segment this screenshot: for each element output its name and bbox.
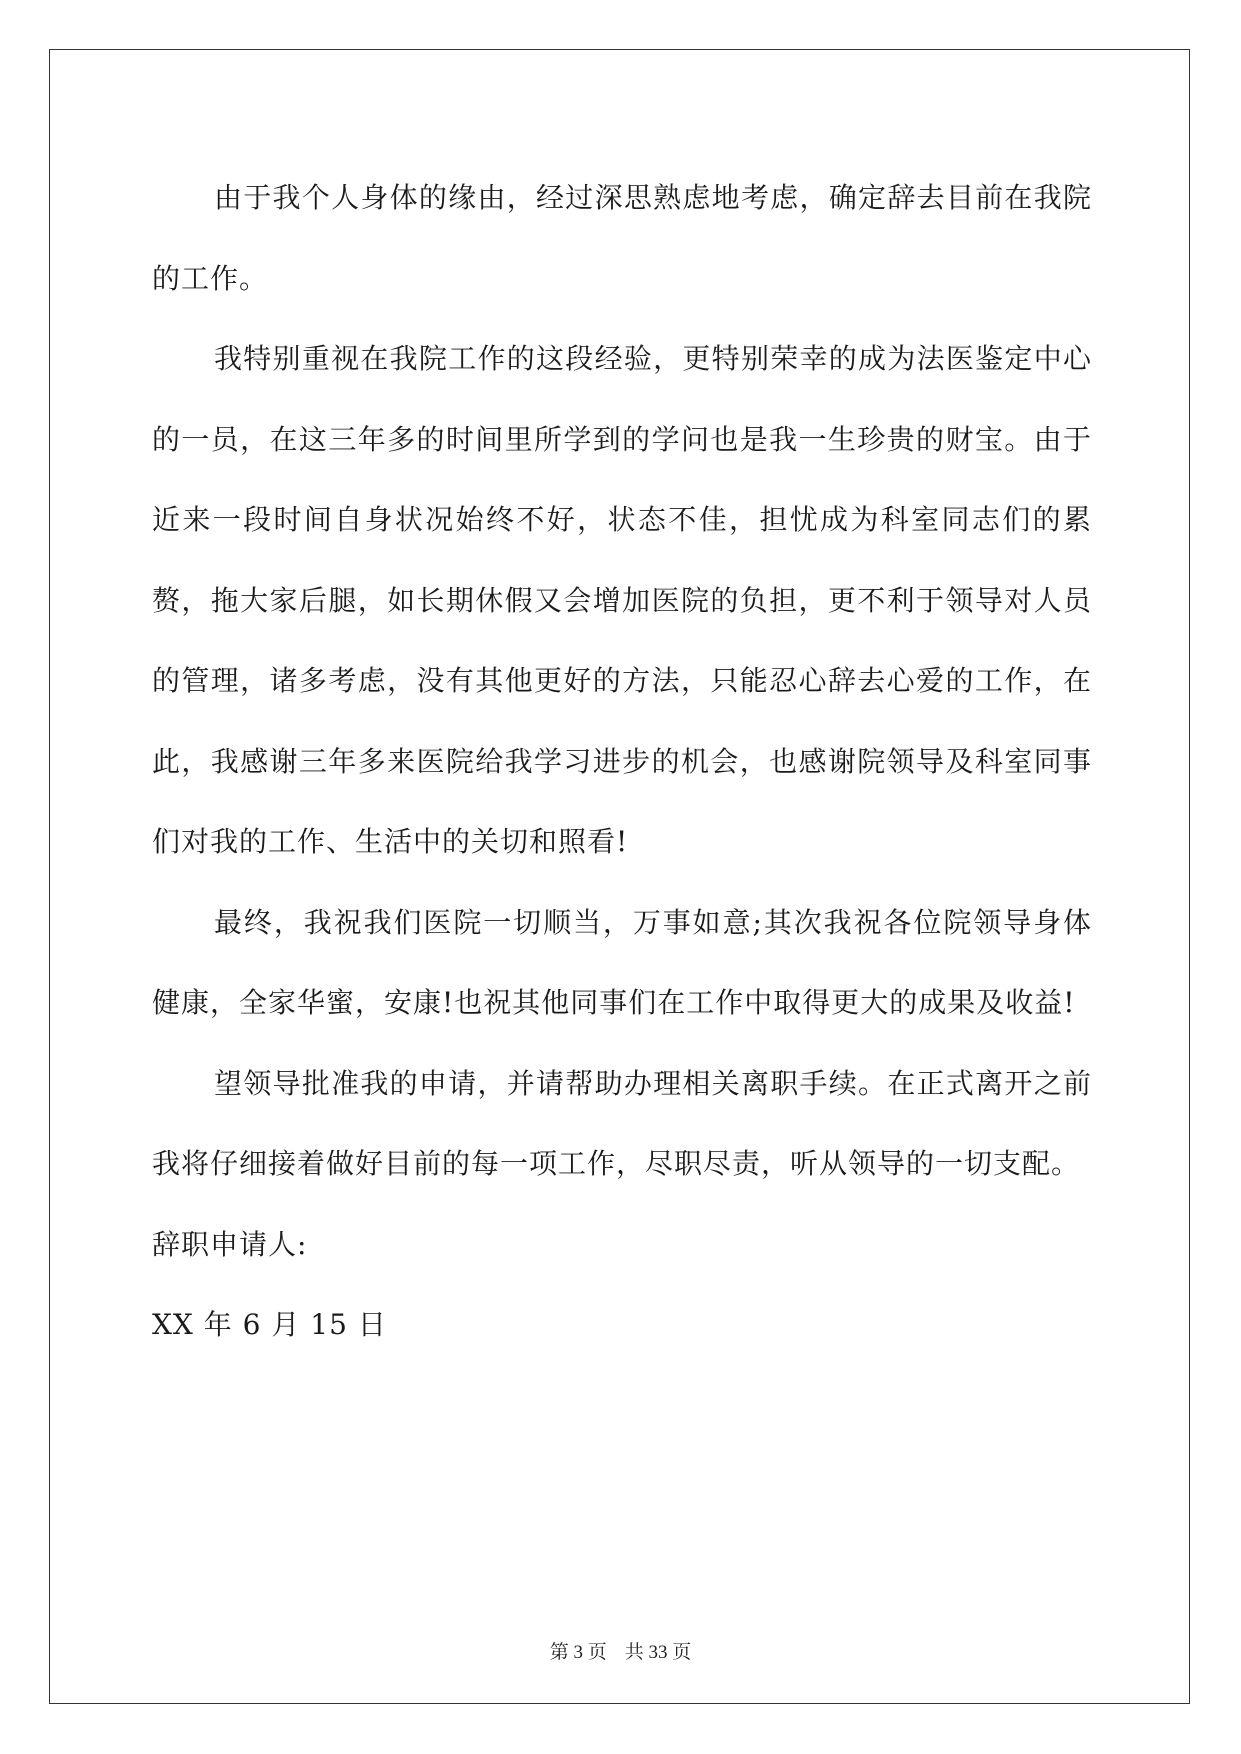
page-footer <box>0 1637 1241 1664</box>
letter-body <box>152 158 1092 1366</box>
paragraph-2: 我特别重视在我院工作的这段经验，更特别荣幸的成为法医鉴定中心的一员，在这三年多的时间里所学到的学问也是我一生珍贵的财宝。由于近来一段时间自身状况始终不好，状态不佳，担忧成为科室同志们的累赘，拖大家后腿，如长期休假又会增加医院的负担，更不利于领导对人员的管理，诸多考虑，没有其他更好的方法，只能忍心辞去心爱的工作，在此，我感谢三年多来医院给我学习进步的机会，也感谢院领导及科室同事们对我的工作、生活中的关切和照看! <box>152 342 1092 858</box>
signature-label: 辞职申请人: <box>152 1227 308 1261</box>
paragraph-1: 由于我个人身体的缘由，经过深思熟虑地考虑，确定辞去目前在我院的工作。 <box>152 181 1092 295</box>
paragraph-3: 最终，我祝我们医院一切顺当，万事如意;其次我祝各位院领导身体健康，全家华蜜，安康!也祝其他同事们在工作中取得更大的成果及收益! <box>152 905 1092 1019</box>
total-pages: 共 33 页 <box>624 1642 692 1663</box>
paragraph-4: 望领导批准我的申请，并请帮助办理相关离职手续。在正式离开之前我将仔细接着做好目前的每一项工作，尽职尽责，听从领导的一切支配。 <box>152 1066 1092 1180</box>
current-page-number: 第 3 页 <box>549 1642 607 1663</box>
letter-date: XX 年 6 月 15 日 <box>152 1308 387 1341</box>
